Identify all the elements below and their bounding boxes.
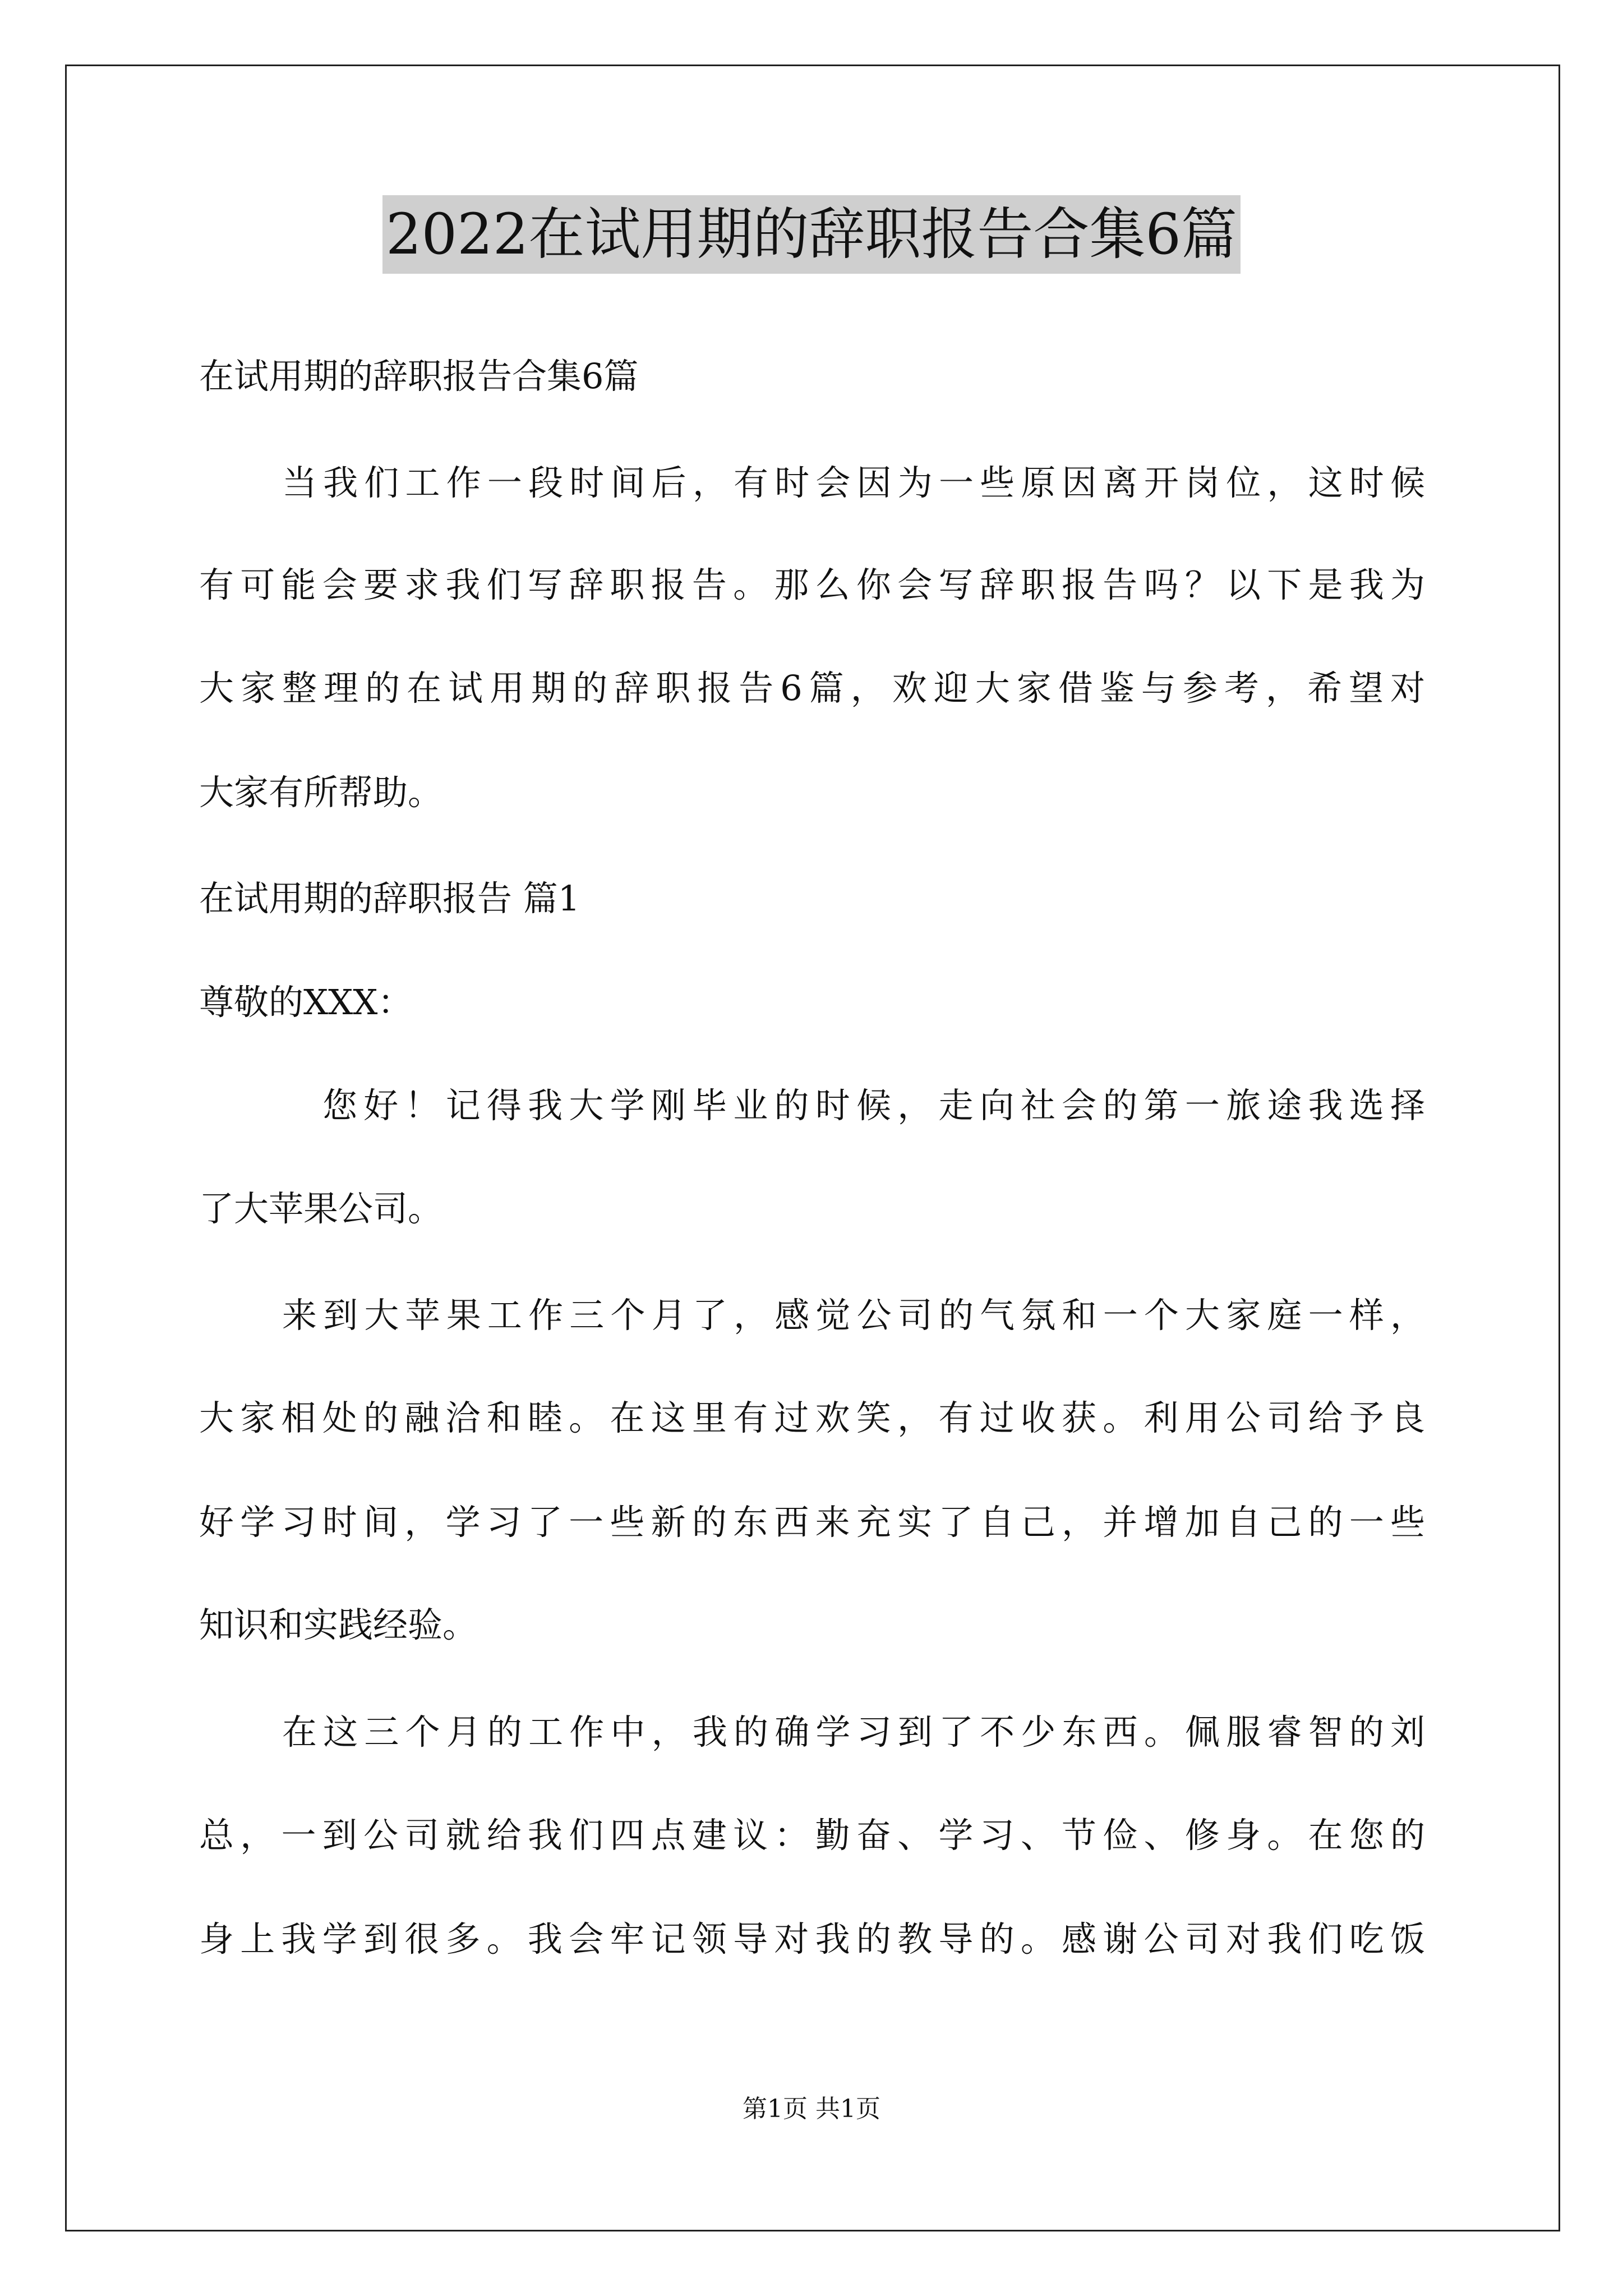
salutation: 尊敬的XXX： — [199, 982, 413, 1023]
intro-line-2: 有可能会要求我们写辞职报告。那么你会写辞职报告吗？以下是我为 — [199, 564, 1425, 605]
paragraph-3-line-1: 在这三个月的工作中，我的确学习到了不少东西。佩服睿智的刘 — [282, 1711, 1425, 1752]
paragraph-2-line-3: 好学习时间，学习了一些新的东西来充实了自己，并增加自己的一些 — [199, 1502, 1425, 1543]
document-title: 2022在试用期的辞职报告合集6篇 — [382, 195, 1241, 274]
intro-line-3: 大家整理的在试用期的辞职报告6篇，欢迎大家借鉴与参考，希望对 — [199, 668, 1425, 708]
intro-line-1: 当我们工作一段时间后，有时会因为一些原因离开岗位，这时候 — [282, 462, 1425, 503]
page-footer: 第1页 共1页 — [743, 2095, 880, 2123]
intro-line-4: 大家有所帮助。 — [199, 772, 443, 813]
subtitle: 在试用期的辞职报告合集6篇 — [199, 356, 639, 397]
title-container — [0, 195, 1623, 274]
paragraph-1-line-2: 了大苹果公司。 — [199, 1188, 443, 1229]
paragraph-2-line-4: 知识和实践经验。 — [199, 1604, 478, 1645]
paragraph-3-line-2: 总，一到公司就给我们四点建议：勤奋、学习、节俭、修身。在您的 — [199, 1815, 1425, 1856]
paragraph-2-line-1: 来到大苹果工作三个月了，感觉公司的气氛和一个大家庭一样， — [282, 1295, 1425, 1336]
section-heading: 在试用期的辞职报告 篇1 — [199, 878, 580, 919]
paragraph-3-line-3: 身上我学到很多。我会牢记领导对我的教导的。感谢公司对我们吃饭 — [199, 1918, 1425, 1959]
paragraph-2-line-2: 大家相处的融洽和睦。在这里有过欢笑，有过收获。利用公司给予良 — [199, 1397, 1425, 1438]
paragraph-1-line-1: 您好！记得我大学刚毕业的时候，走向社会的第一旅途我选择 — [322, 1085, 1425, 1126]
